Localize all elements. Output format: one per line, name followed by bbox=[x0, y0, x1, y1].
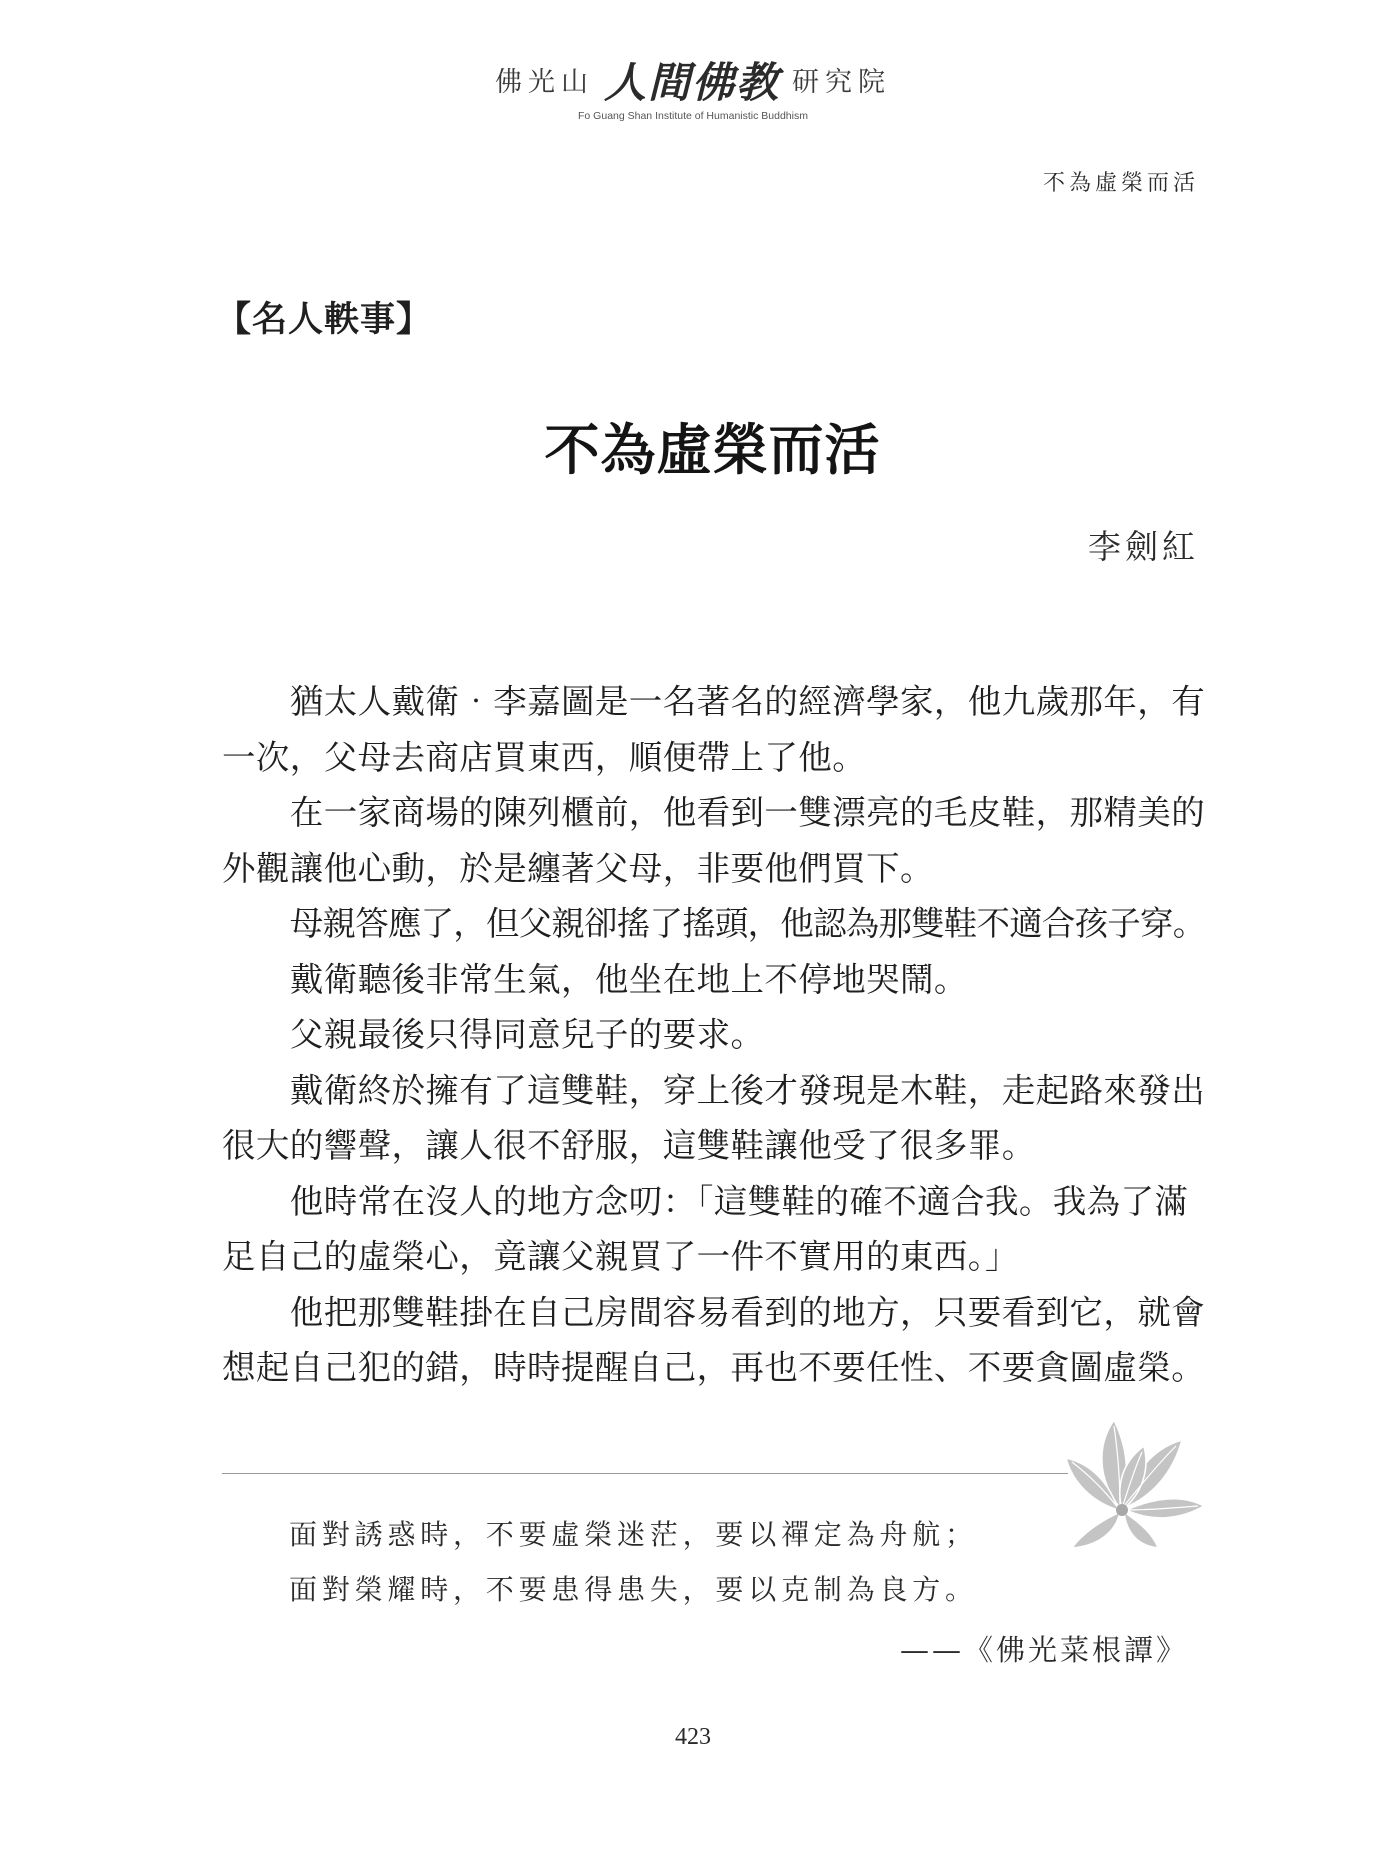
running-header-title: 不為虛榮而活 bbox=[1042, 171, 1199, 196]
body-line: 足自己的虛榮心，竟讓父親買了一件不實用的東西。」 bbox=[222, 1237, 1019, 1276]
body-line: 他時常在沒人的地方念叨：「這雙鞋的確不適合我。我為了滿 bbox=[289, 1181, 1189, 1221]
article-title: 不為虛榮而活 bbox=[544, 417, 881, 482]
paragraph bbox=[222, 1174, 1212, 1285]
body-line: 外觀讓他心動，於是纏著父母，非要他們買下。 bbox=[222, 848, 934, 888]
quote-line: 面對榮耀時，不要患得患失，要以克制為良方。 bbox=[289, 1573, 978, 1606]
body-line: 想起自己犯的錯，時時提醒自己，再也不要任性、不要貪圖虛榮。 bbox=[222, 1348, 1206, 1387]
paragraph bbox=[222, 1007, 1212, 1063]
body-line: 在一家商場的陳列櫃前，他看到一雙漂亮的毛皮鞋，那精美的 bbox=[289, 793, 1206, 832]
body-line: 母親答應了，但父親卻搖了搖頭，他認為那雙鞋不適合孩子穿。 bbox=[289, 904, 1206, 943]
body-line: 他把那雙鞋掛在自己房間容易看到的地方，只要看到它，就會 bbox=[289, 1292, 1206, 1332]
paragraph bbox=[222, 1063, 1212, 1174]
paragraph bbox=[222, 952, 1212, 1008]
institute-logo bbox=[0, 58, 1386, 108]
institute-english-name: Fo Guang Shan Institute of Humanistic Buddhism bbox=[578, 110, 808, 122]
body-line: 父親最後只得同意兒子的要求。 bbox=[289, 1015, 765, 1054]
body-line: 很大的響聲，讓人很不舒服，這雙鞋讓他受了很多罪。 bbox=[222, 1126, 1036, 1165]
page-number: 423 bbox=[675, 1724, 711, 1750]
body-line: 一次，父母去商店買東西，順便帶上了他。 bbox=[222, 737, 867, 777]
paragraph bbox=[222, 785, 1212, 896]
lotus-icon bbox=[1058, 1410, 1210, 1550]
body-line: 戴衛終於擁有了這雙鞋，穿上後才發現是木鞋，走起路來發出 bbox=[289, 1070, 1206, 1110]
article-body bbox=[222, 674, 1212, 1396]
institute-suffix: 研究院 bbox=[792, 67, 891, 98]
paragraph bbox=[222, 1285, 1212, 1396]
quote-line: 面對誘惑時，不要虛榮迷茫，要以禪定為舟航； bbox=[289, 1518, 978, 1551]
paragraph bbox=[222, 674, 1212, 785]
institute-prefix: 佛光山 bbox=[494, 67, 594, 98]
body-line: 戴衛聽後非常生氣，他坐在地上不停地哭鬧。 bbox=[289, 959, 968, 999]
institute-brand-calligraphy: 人間佛教 bbox=[603, 58, 780, 107]
section-divider bbox=[222, 1473, 1068, 1474]
column-label: 【名人軼事】 bbox=[216, 299, 433, 340]
author-name: 李劍紅 bbox=[1088, 527, 1199, 566]
body-line: 猶太人戴衛‧李嘉圖是一名著名的經濟學家，他九歲那年，有 bbox=[289, 682, 1206, 721]
paragraph bbox=[222, 896, 1212, 952]
quote-source: ——《佛光菜根譚》 bbox=[899, 1633, 1188, 1667]
